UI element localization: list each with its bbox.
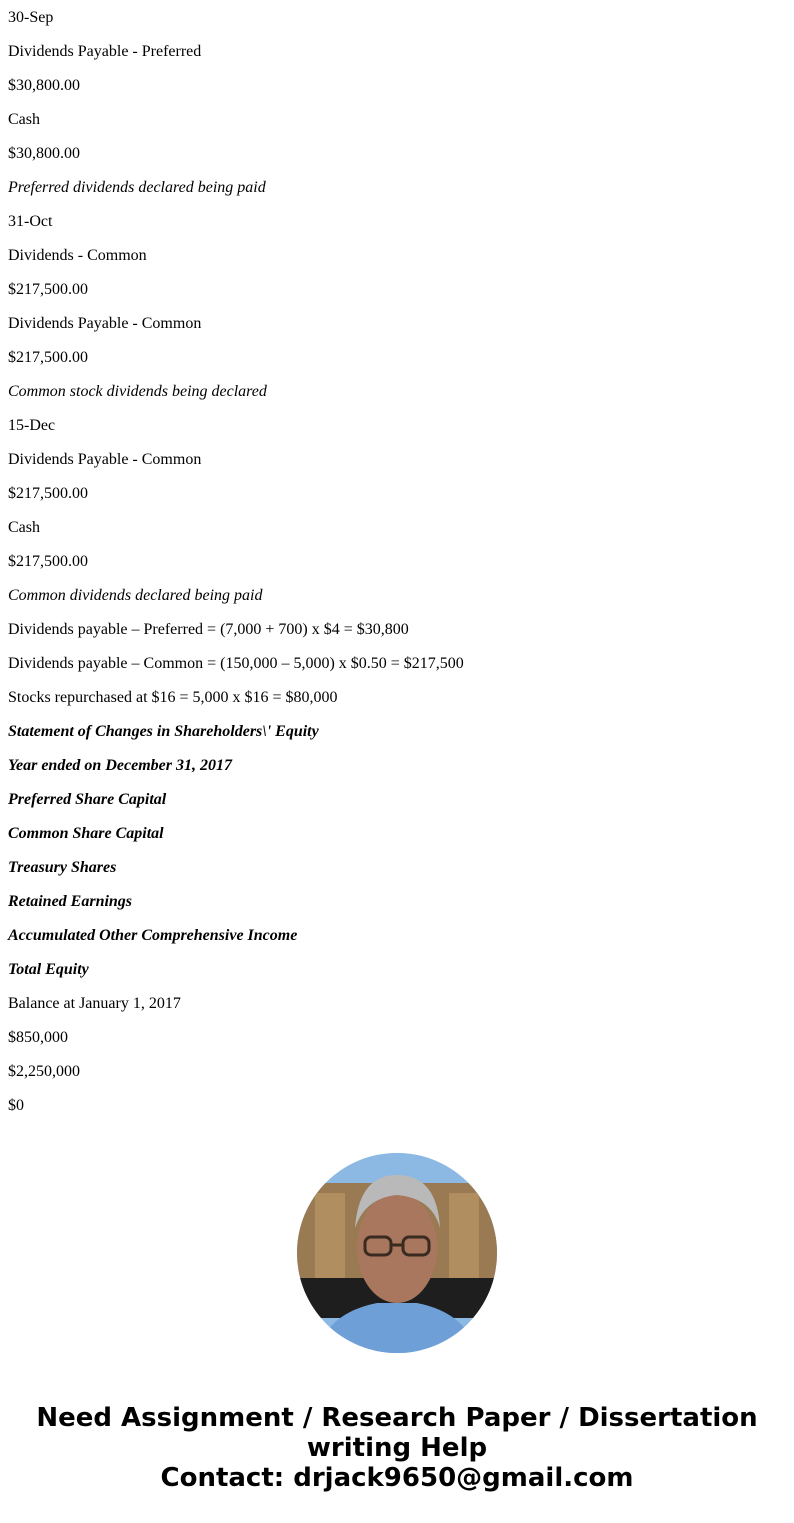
entry-amount: $217,500.00 [8, 485, 88, 502]
calculation-preferred: Dividends payable – Preferred = (7,000 + 700) x $4 = $30,800 [8, 621, 409, 638]
entry-description: Common stock dividends being declared [8, 383, 267, 400]
entry-description: Common dividends declared being paid [8, 587, 263, 604]
row-label: Balance at January 1, 2017 [8, 995, 181, 1012]
promo-banner [0, 1403, 794, 1493]
entry-date: 15-Dec [8, 417, 56, 434]
entry-amount: $30,800.00 [8, 77, 80, 94]
column-header: Treasury Shares [8, 859, 117, 876]
row-value: $0 [8, 1097, 24, 1114]
entry-credit-account: Cash [8, 519, 40, 536]
promo-contact: Contact: drjack9650@gmail.com [160, 1463, 634, 1493]
entry-debit-account: Dividends Payable - Preferred [8, 43, 202, 60]
calculation-repurchase: Stocks repurchased at $16 = 5,000 x $16 = $80,000 [8, 689, 338, 706]
entry-amount: $217,500.00 [8, 349, 88, 366]
entry-amount: $217,500.00 [8, 281, 88, 298]
row-value: $2,250,000 [8, 1063, 80, 1080]
calculation-common: Dividends payable – Common = (150,000 – 5,000) x $0.50 = $217,500 [8, 655, 464, 672]
column-header: Common Share Capital [8, 825, 164, 842]
entry-credit-account: Dividends Payable - Common [8, 315, 202, 332]
row-value: $850,000 [8, 1029, 68, 1046]
column-header: Total Equity [8, 961, 89, 978]
promo-line-2: writing Help [306, 1433, 488, 1463]
entry-credit-account: Cash [8, 111, 40, 128]
author-avatar [297, 1153, 497, 1353]
entry-date: 30-Sep [8, 9, 54, 26]
column-header: Preferred Share Capital [8, 791, 167, 808]
document-body [8, 0, 788, 1122]
statement-title: Statement of Changes in Shareholders\' Equity [8, 723, 319, 740]
portrait-photo-icon [297, 1153, 497, 1353]
entry-amount: $30,800.00 [8, 145, 80, 162]
entry-debit-account: Dividends - Common [8, 247, 147, 264]
entry-debit-account: Dividends Payable - Common [8, 451, 202, 468]
entry-amount: $217,500.00 [8, 553, 88, 570]
column-header: Accumulated Other Comprehensive Income [8, 927, 298, 944]
promo-line-1: Need Assignment / Research Paper / Dissertation [36, 1403, 758, 1433]
entry-description: Preferred dividends declared being paid [8, 179, 266, 196]
entry-date: 31-Oct [8, 213, 53, 230]
column-header: Retained Earnings [8, 893, 133, 910]
statement-period: Year ended on December 31, 2017 [8, 757, 232, 774]
